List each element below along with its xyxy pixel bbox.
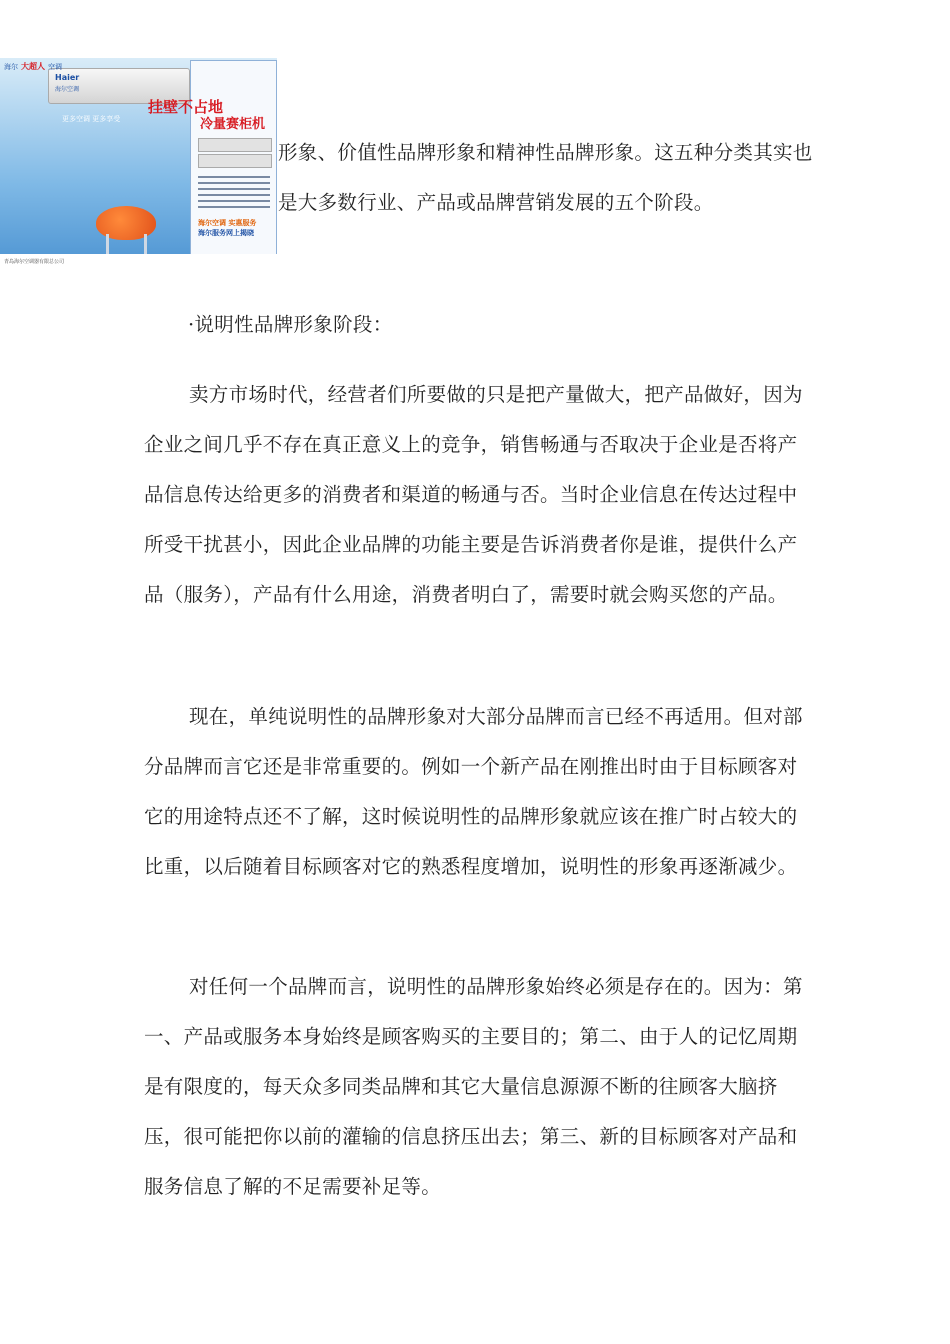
ad-mini-unit-2: [198, 154, 272, 168]
orange-chair-seat: [96, 206, 156, 240]
ad-text-lines: [198, 176, 270, 212]
ad-promo-1: 海尔空调 实惠服务: [198, 219, 257, 227]
brand-logo: Haier: [55, 73, 80, 82]
ad-headline-1: 挂壁不占地: [148, 98, 224, 116]
ad-badge-left: 海尔: [4, 63, 18, 71]
ad-headline-2: 冷量赛柜机: [200, 117, 266, 132]
body-paragraph-1: 卖方市场时代，经营者们所要做的只是把产量做大，把产品做好，因为企业之间几乎不存在真正意义上的竞争，销售畅通与否取决于企业是否将产品信息传达给更多的消费者和渠道的畅通与否。当时企业信息在传达过程中所受干扰甚小，因此企业品牌的功能主要是告诉消费者你是谁，提供什么产品（服务），产品有什么用途，消费者明白了，需要时就会购买您的产品。: [144, 383, 803, 606]
ad-badge-mid: 大超人: [21, 62, 45, 71]
advertisement-image: [0, 58, 277, 268]
brand-logo-subtitle: 海尔空调: [55, 86, 80, 93]
ad-footer-text: 青岛海尔空调器有限总公司: [4, 259, 65, 265]
body-paragraph-3: 对任何一个品牌而言，说明性的品牌形象始终必须是存在的。因为：第一、产品或服务本身始终是顾客购买的主要目的；第二、由于人的记忆周期是有限度的，每天众多同类品牌和其它大量信息源源不断的往顾客大脑挤压，很可能把你以前的灌输的信息挤压出去；第三、新的目标顾客对产品和服务信息了解的不足需要补足等。: [144, 975, 803, 1198]
ad-promo-2: 海尔服务网上揭晓: [198, 229, 254, 237]
ad-slogan: 更多空调 更多享受: [62, 115, 121, 123]
section-heading: ·说明性品牌形象阶段：: [188, 313, 393, 336]
body-paragraph-2: 现在，单纯说明性的品牌形象对大部分品牌而言已经不再适用。但对部分品牌而言它还是非常重要的。例如一个新产品在刚推出时由于目标顾客对它的用途特点还不了解，这时候说明性的品牌形象就应该在推广时占较大的比重，以后随着目标顾客对它的熟悉程度增加，说明性的形象再逐渐减少。: [144, 705, 803, 878]
continuation-paragraph: 形象、价值性品牌形象和精神性品牌形象。这五种分类其实也是大多数行业、产品或品牌营销发展的五个阶段。: [278, 141, 813, 214]
ad-badge-right: 空调: [48, 63, 62, 71]
ad-badge-row: [4, 61, 62, 72]
ad-footer: [0, 254, 277, 268]
ad-mini-unit-1: [198, 138, 272, 152]
